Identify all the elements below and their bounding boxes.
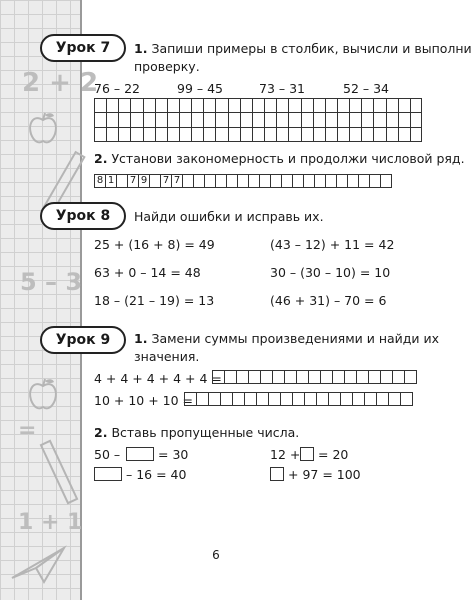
page-number: 6 [212,548,220,562]
task-text: Вставь пропущенные числа. [111,425,300,440]
sequence-cell[interactable]: 8 [94,174,106,188]
calc-grid[interactable] [94,98,422,142]
task-number: 1. [134,331,148,346]
task-number: 2. [94,425,108,440]
example-4: 52 – 34 [343,81,390,96]
task-text-line1: Замени суммы произведениями и найди их [151,331,440,346]
lesson9-task1-text [134,330,439,347]
doodle-one-plus-one: 1 + 1 [18,510,83,535]
equation-left-2: 63 + 0 – 14 = 48 [94,265,201,280]
answer-cells-2[interactable] [184,392,424,407]
equation-4-right: + 97 = 100 [288,467,361,482]
lesson-7-badge: Урок 7 [40,34,126,62]
lesson9-task1-text-line2: значения. [134,349,200,364]
lesson8-task-text: Найди ошибки и исправь их. [134,209,324,224]
equation-1-left: 50 – [94,447,121,462]
lesson7-task2-text [94,150,465,167]
sequence-cell[interactable] [380,174,392,188]
task-text: Установи закономерность и продолжи числовой ряд. [111,151,465,166]
equation-right-2: 30 – (30 – 10) = 10 [270,265,391,280]
answer-cells-1[interactable] [212,370,424,385]
lesson7-task1-text [134,40,472,57]
sum-expression-1: 4 + 4 + 4 + 4 + 4 = [94,371,222,386]
example-2: 99 – 45 [177,81,224,96]
task-number: 2. [94,151,108,166]
equation-left-3: 18 – (21 – 19) = 13 [94,293,215,308]
equation-2-right: = 20 [318,447,349,462]
equation-1-right: = 30 [158,447,189,462]
task-number: 1. [134,41,148,56]
doodle-five-minus-three: 5 – 3 [20,268,83,296]
equation-right-1: (43 – 12) + 11 = 42 [270,237,395,252]
missing-number-box[interactable] [94,467,122,481]
missing-number-box[interactable] [300,447,314,461]
example-1: 76 – 22 [94,81,141,96]
task-text-line1: Запиши примеры в столбик, вычисли и выполни [151,41,472,56]
apple-icon-2 [26,376,60,412]
sequence-cell[interactable]: 7 [127,174,139,188]
equation-2-left: 12 + [270,447,301,462]
doodle-equals: = [18,418,37,443]
equation-left-1: 25 + (16 + 8) = 49 [94,237,215,252]
pencil-icon [40,440,80,510]
lesson9-task2-text [94,424,299,441]
equation-right-3: (46 + 31) – 70 = 6 [270,293,387,308]
missing-number-box[interactable] [270,467,284,481]
apple-icon [26,110,60,146]
lesson7-task1-text-line2: проверку. [134,59,200,74]
sequence-cell[interactable]: 9 [138,174,150,188]
doodle-two-plus-two: 2 + 2 [22,68,99,98]
sequence-cell[interactable]: 7 [171,174,183,188]
lesson-9-badge: Урок 9 [40,326,126,354]
sequence-cell[interactable]: 7 [160,174,172,188]
number-sequence[interactable] [94,174,392,188]
sum-expression-2: 10 + 10 + 10 = [94,393,194,408]
equation-3-right: – 16 = 40 [126,467,187,482]
sequence-cell[interactable]: 1 [105,174,117,188]
example-3: 73 – 31 [259,81,306,96]
missing-number-box[interactable] [126,447,154,461]
lesson-8-badge: Урок 8 [40,202,126,230]
